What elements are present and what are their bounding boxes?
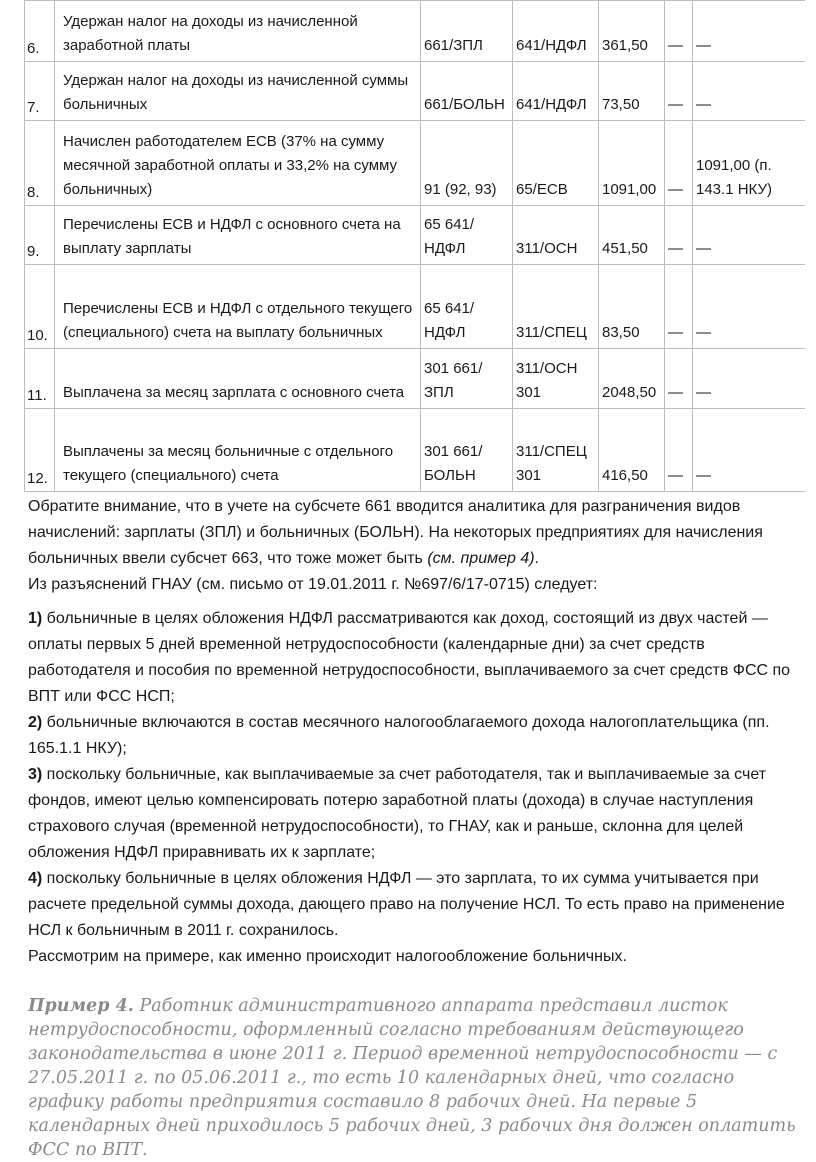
list-item [28, 710, 808, 762]
paragraph-end: . [534, 550, 539, 567]
list-marker: 3) [28, 766, 43, 783]
row-col6: — [665, 265, 693, 349]
row-debit: 65 641/НДФЛ [421, 206, 513, 265]
row-debit: 661/ЗПЛ [421, 1, 513, 62]
row-number: 6. [25, 1, 55, 62]
row-amount: 451,50 [599, 206, 665, 265]
row-credit: 311/СПЕЦ [513, 265, 599, 349]
row-description: Выплачена за месяц зарплата с основного счета [55, 349, 421, 409]
row-description: Выплачены за месяц больничные с отдельного текущего (специального) счета [55, 409, 421, 492]
row-debit: 301 661/ЗПЛ [421, 349, 513, 409]
table-row [25, 1, 805, 62]
table-row [25, 206, 805, 265]
row-debit: 91 (92, 93) [421, 121, 513, 206]
table-row [25, 349, 805, 409]
row-debit: 661/БОЛЬН [421, 62, 513, 121]
row-col7: — [693, 265, 805, 349]
row-col6: — [665, 62, 693, 121]
example-text: Работник административного аппарата представил листок нетрудоспособности, оформленный согласно требованиям действующего законодательства в июне 2011 г. Период временной нетрудоспособности — с 27.05.2011 г. по 05.06.2011 г., то есть 10 календарных дней, что согласно графику работы предприятия составило 8 рабочих дней. На первые 5 календарных дней приходилось 5 рабочих дней, 3 рабочих дня должен оплатить ФСС по ВПТ. [28, 996, 796, 1160]
row-credit: 641/НДФЛ [513, 1, 599, 62]
list-item [28, 866, 808, 944]
row-description: Удержан налог на доходы из начисленной суммы больничных [55, 62, 421, 121]
row-col7: — [693, 62, 805, 121]
example-block [28, 994, 808, 1162]
list-marker: 2) [28, 714, 43, 731]
row-number: 7. [25, 62, 55, 121]
row-col6: — [665, 349, 693, 409]
row-credit: 311/ОСН 301 [513, 349, 599, 409]
list-item-text: больничные включаются в состав месячного налогооблагаемого дохода налогоплательщика (пп. 165.1.1 НКУ); [28, 714, 770, 757]
list-item-text: больничные в целях обложения НДФЛ рассматриваются как доход, состоящий из двух частей — оплаты первых 5 дней временной нетрудоспособности (календарные дни) за счет средств работодателя и пособия по временной нетрудоспособности, выплачиваемого за счет средств ФСС по ВПТ или ФСС НСП; [28, 610, 791, 705]
row-credit: 311/СПЕЦ 301 [513, 409, 599, 492]
row-description: Перечислены ЕСВ и НДФЛ с отдельного текущего (специального) счета на выплату больничных [55, 265, 421, 349]
example-title: Пример 4. [28, 996, 134, 1016]
list-item-text: поскольку больничные в целях обложения НДФЛ — это зарплата, то их сумма учитывается при расчете предельной суммы дохода, дающего право на получение НСЛ. То есть право на применение НСЛ к больничным в 2011 г. сохранилось. [28, 870, 785, 939]
paragraph-analytics [28, 494, 808, 572]
row-col7: 1091,00 (п. 143.1 НКУ) [693, 121, 805, 206]
row-amount: 73,50 [599, 62, 665, 121]
row-col6: — [665, 206, 693, 265]
row-description: Перечислены ЕСВ и НДФЛ с основного счета на выплату зарплаты [55, 206, 421, 265]
row-col6: — [665, 1, 693, 62]
row-number: 10. [25, 265, 55, 349]
row-col7: — [693, 409, 805, 492]
example-reference: (см. пример 4) [427, 550, 535, 567]
row-col6: — [665, 121, 693, 206]
table-row [25, 409, 805, 492]
list-marker: 4) [28, 870, 43, 887]
row-debit: 65 641/НДФЛ [421, 265, 513, 349]
entries-table [24, 0, 805, 492]
row-number: 11. [25, 349, 55, 409]
row-amount: 2048,50 [599, 349, 665, 409]
row-col7: — [693, 349, 805, 409]
row-number: 12. [25, 409, 55, 492]
row-description: Начислен работодателем ЕСВ (37% на сумму месячной заработной оплаты и 33,2% на сумму больничных) [55, 121, 421, 206]
row-amount: 416,50 [599, 409, 665, 492]
list-marker: 1) [28, 610, 43, 627]
row-number: 9. [25, 206, 55, 265]
row-col7: — [693, 1, 805, 62]
table-row [25, 121, 805, 206]
row-amount: 361,50 [599, 1, 665, 62]
row-credit: 65/ЕСВ [513, 121, 599, 206]
article-body [28, 494, 808, 970]
paragraph-text: Обратите внимание, что в учете на субсчете 661 вводится аналитика для разграничения видов начислений: зарплаты (ЗПЛ) и больничных (БОЛЬН). На некоторых предприятиях для начисления больничных ввели субсчет 663, что тоже может быть [28, 498, 763, 567]
row-amount: 1091,00 [599, 121, 665, 206]
paragraph-gnau: Из разъяснений ГНАУ (см. письмо от 19.01.2011 г. №697/6/17-0715) следует: [28, 576, 598, 593]
row-debit: 301 661/БОЛЬН [421, 409, 513, 492]
row-amount: 83,50 [599, 265, 665, 349]
list-item [28, 762, 808, 866]
row-credit: 311/ОСН [513, 206, 599, 265]
row-description: Удержан налог на доходы из начисленной заработной платы [55, 1, 421, 62]
row-credit: 641/НДФЛ [513, 62, 599, 121]
table-row [25, 62, 805, 121]
paragraph-example-intro: Рассмотрим на примере, как именно происходит налогообложение больничных. [28, 948, 627, 965]
row-col7: — [693, 206, 805, 265]
list-item-text: поскольку больничные, как выплачиваемые за счет работодателя, так и выплачиваемые за счет фондов, имеют целью компенсировать потерю заработной платы (дохода) в случае наступления страхового случая (временной нетрудоспособности), то ГНАУ, как и раньше, склонна для целей обложения НДФЛ приравнивать их к зарплате; [28, 766, 767, 861]
row-number: 8. [25, 121, 55, 206]
list-item [28, 606, 808, 710]
table-row [25, 265, 805, 349]
row-col6: — [665, 409, 693, 492]
